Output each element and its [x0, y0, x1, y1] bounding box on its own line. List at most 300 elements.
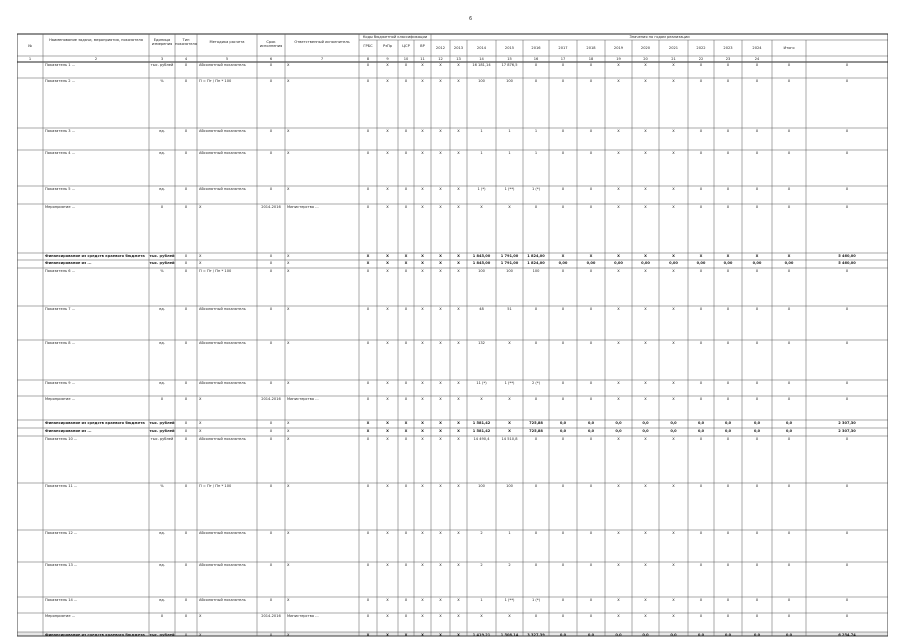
row-value: X [421, 261, 424, 265]
row-period: X [269, 633, 273, 637]
row-value: X [421, 187, 424, 191]
row-total: X [845, 563, 849, 567]
row-value: X [672, 437, 675, 441]
row-total: X [845, 381, 849, 385]
row-value: X [366, 187, 370, 191]
row-value: X [366, 129, 370, 133]
row-value: X [726, 307, 730, 311]
row-value: X [457, 261, 460, 265]
header-method: Методика расчета [209, 40, 245, 44]
row-value: X [386, 63, 389, 67]
row-unit: X [160, 205, 164, 209]
row-value: X [386, 421, 389, 425]
row-value: X [672, 598, 675, 602]
row-value: X [755, 269, 759, 273]
row-value: X [644, 79, 647, 83]
row-value: X [534, 563, 538, 567]
row-value: X [726, 437, 730, 441]
row-type: X [184, 437, 188, 441]
row-value: 1 508,14 [500, 633, 519, 637]
row-value: X [457, 429, 460, 433]
row-value: X [726, 614, 730, 618]
header-index: 9 [386, 57, 389, 61]
row-value: X [561, 254, 565, 258]
row-value: 0,00 [558, 261, 568, 265]
row-value: X [480, 205, 483, 209]
row-value: X [589, 63, 593, 67]
row-value: X [561, 484, 565, 488]
header-year: 2016 [531, 46, 541, 50]
row-type: X [184, 563, 188, 567]
row-value: X [404, 151, 408, 155]
row-value: 0,0 [753, 421, 761, 425]
row-value: 14 490,4 [473, 437, 490, 441]
row-value: 1 581,42 [472, 429, 491, 433]
row-value: X [726, 129, 730, 133]
row-value: X [439, 63, 442, 67]
row-value: X [366, 205, 370, 209]
header-year: 2013 [453, 46, 464, 50]
row-method: X [199, 429, 202, 433]
row-method: X [199, 397, 202, 401]
row-value: 1 [480, 598, 483, 602]
row-value: X [421, 205, 424, 209]
row-executor: X [287, 563, 290, 567]
row-total: X [845, 307, 849, 311]
row-value: X [404, 129, 408, 133]
row-value: X [561, 614, 565, 618]
row-name: Показатель 4 ... [45, 151, 76, 155]
row-value: X [457, 129, 460, 133]
row-value: X [787, 381, 791, 385]
row-value: 0,0 [559, 633, 567, 637]
row-period: X [269, 381, 273, 385]
row-type: X [184, 598, 188, 602]
row-value: X [755, 563, 759, 567]
row-value: 725,88 [529, 421, 543, 425]
row-name: Мероприятие ... [45, 397, 76, 401]
row-value: X [787, 205, 791, 209]
header-year: 2014 [476, 46, 487, 50]
row-value: 0,0 [615, 429, 622, 433]
row-value: X [457, 254, 460, 258]
row-unit: ед. [159, 531, 165, 535]
row-value: 1 [534, 129, 538, 133]
row-value: X [755, 397, 759, 401]
header-exec: Ответственный исполнитель [294, 40, 350, 44]
row-value: X [617, 484, 620, 488]
row-value: X [589, 205, 593, 209]
row-value: X [508, 421, 511, 425]
row-value: X [421, 79, 424, 83]
row-unit: ед. [159, 187, 165, 191]
row-value: 1 791,00 [500, 254, 519, 258]
row-value: X [617, 205, 620, 209]
row-value: X [726, 187, 730, 191]
row-value: X [726, 79, 730, 83]
header-index: 18 [588, 57, 594, 61]
row-unit: тыс. рублей [149, 254, 175, 258]
row-value: X [644, 531, 647, 535]
document-page [17, 0, 888, 640]
row-value: X [457, 437, 460, 441]
row-total: X [845, 397, 849, 401]
row-value: X [366, 614, 370, 618]
row-value: 0,0 [753, 429, 761, 433]
row-value: X [439, 79, 442, 83]
row-value: X [404, 421, 408, 425]
row-value: 2 [480, 563, 483, 567]
header-year: 2024 [752, 46, 762, 50]
row-value: X [617, 563, 620, 567]
row-value: X [589, 531, 593, 535]
row-value: 1 (**) [504, 598, 515, 602]
row-value: X [439, 254, 442, 258]
row-total: X [845, 79, 849, 83]
row-method: X [199, 205, 202, 209]
header-index: 12 [438, 57, 443, 61]
row-value: X [404, 531, 408, 535]
row-value: X [755, 205, 759, 209]
row-value: X [699, 531, 703, 535]
header-year: 2023 [723, 46, 733, 50]
row-value: 0,00 [641, 261, 650, 265]
row-method: П = Пт / Пп * 100 [199, 269, 232, 273]
row-value: X [508, 341, 511, 345]
row-value: X [672, 254, 675, 258]
row-type: X [184, 79, 188, 83]
row-executor: X [287, 531, 290, 535]
row-value: X [787, 437, 791, 441]
row-value: X [386, 187, 389, 191]
row-value: X [439, 187, 442, 191]
row-value: X [617, 129, 620, 133]
header-grbs: ГРБС [363, 44, 373, 48]
row-value: X [787, 254, 791, 258]
row-value: 1 (*) [531, 187, 541, 191]
row-value: 2 [480, 531, 483, 535]
row-value: X [457, 397, 460, 401]
row-unit: ед. [159, 563, 165, 567]
row-executor: X [287, 129, 290, 133]
row-value: 0,0 [642, 429, 649, 433]
row-value: 2 [508, 563, 511, 567]
row-value: 1 (*) [477, 187, 486, 191]
row-value: 0,00 [586, 261, 596, 265]
row-value: 1 419,21 [472, 633, 491, 637]
row-value: 100 [506, 79, 513, 83]
row-value: X [589, 397, 593, 401]
header-index: 15 [507, 57, 512, 61]
row-value: X [617, 269, 620, 273]
header-type: Тип показателя [175, 38, 197, 47]
row-value: 0,0 [697, 633, 705, 637]
row-name: Финансирование из ... [45, 261, 92, 265]
row-value: X [421, 254, 424, 258]
row-value: X [457, 341, 460, 345]
row-total: X [845, 151, 849, 155]
row-value: X [534, 484, 538, 488]
row-period: X [269, 63, 273, 67]
row-method: Абсолютный показатель [199, 307, 246, 311]
row-value: 1 791,00 [500, 261, 519, 265]
row-value: X [561, 79, 565, 83]
row-value: X [726, 563, 730, 567]
row-value: X [672, 614, 675, 618]
row-value: X [589, 254, 593, 258]
row-unit: % [160, 79, 164, 83]
row-type: X [184, 151, 188, 155]
row-value: X [366, 381, 370, 385]
row-value: X [366, 397, 370, 401]
row-period: 2014-2016 [261, 397, 281, 401]
row-value: X [787, 341, 791, 345]
row-value: X [439, 598, 442, 602]
header-period: Срок исполнения [259, 40, 283, 49]
row-value: X [439, 633, 442, 637]
row-value: X [699, 381, 703, 385]
row-value: X [421, 421, 424, 425]
row-value: 51 [507, 307, 512, 311]
row-value: X [699, 269, 703, 273]
row-value: X [787, 531, 791, 535]
row-value: X [421, 307, 424, 311]
row-total: 6 254,74 [838, 633, 856, 637]
header-csr: ЦСР [402, 44, 410, 48]
header-rzpr: РзПр [382, 44, 393, 48]
row-value: X [404, 63, 408, 67]
row-value: X [699, 614, 703, 618]
row-value: 0,0 [724, 429, 732, 433]
row-value: X [366, 531, 370, 535]
header-index: 21 [671, 57, 676, 61]
row-value: X [439, 421, 442, 425]
row-value: X [457, 614, 460, 618]
row-executor: Министерство ... [287, 205, 319, 209]
row-value: X [644, 381, 647, 385]
row-executor: X [287, 307, 290, 311]
row-executor: X [287, 429, 290, 433]
row-method: Абсолютный показатель [199, 437, 246, 441]
row-executor: X [287, 381, 290, 385]
row-value: X [404, 79, 408, 83]
row-value: X [672, 63, 675, 67]
header-index: 2 [94, 57, 98, 61]
row-value: X [457, 381, 460, 385]
row-type: X [184, 341, 188, 345]
row-executor: Министерство ... [287, 614, 319, 618]
row-value: X [534, 63, 538, 67]
row-executor: X [287, 633, 290, 637]
row-period: X [269, 421, 273, 425]
row-value: X [672, 129, 675, 133]
row-type: X [184, 63, 188, 67]
row-type: X [184, 187, 188, 191]
table-grid [17, 0, 888, 640]
row-executor: X [287, 421, 290, 425]
header-no: № [28, 44, 32, 48]
row-unit: % [160, 484, 164, 488]
row-value: X [457, 531, 460, 535]
row-value: X [439, 484, 442, 488]
row-value: 0,00 [696, 261, 706, 265]
row-value: X [386, 254, 389, 258]
row-value: X [787, 397, 791, 401]
row-value: X [439, 397, 442, 401]
row-executor: X [287, 261, 290, 265]
row-value: X [439, 307, 442, 311]
header-index: 24 [754, 57, 760, 61]
row-value: X [439, 437, 442, 441]
row-executor: Министерство ... [287, 397, 319, 401]
row-value: X [386, 151, 389, 155]
row-value: X [589, 187, 593, 191]
row-value: 100 [532, 269, 540, 273]
row-value: 1 (*) [531, 598, 541, 602]
row-value: 1 (**) [504, 187, 515, 191]
row-value: 11 (*) [476, 381, 487, 385]
row-value: X [699, 341, 703, 345]
row-value: X [404, 563, 408, 567]
row-name: Показатель 10 ... [45, 437, 78, 441]
row-value: 0,0 [615, 421, 622, 425]
header-index: 19 [616, 57, 621, 61]
row-value: X [457, 79, 460, 83]
row-total: X [845, 129, 849, 133]
row-value: X [439, 205, 442, 209]
row-value: 16 181,14 [472, 63, 491, 67]
row-value: 1 [480, 129, 483, 133]
row-value: X [404, 254, 408, 258]
header-vr: ВР [420, 44, 425, 48]
row-value: X [699, 484, 703, 488]
row-value: X [404, 187, 408, 191]
row-unit: тыс. рублей [149, 421, 175, 425]
row-value: X [644, 269, 647, 273]
row-value: X [366, 261, 370, 265]
row-value: X [561, 205, 565, 209]
row-value: X [386, 484, 389, 488]
row-value: X [404, 429, 408, 433]
row-value: 0,00 [614, 261, 623, 265]
row-value: 0,00 [784, 261, 794, 265]
row-name: Показатель 2 ... [45, 79, 76, 83]
header-index: 10 [403, 57, 409, 61]
row-value: X [561, 437, 565, 441]
row-value: X [457, 563, 460, 567]
row-value: X [589, 307, 593, 311]
row-value: X [366, 437, 370, 441]
row-value: X [589, 484, 593, 488]
row-value: X [787, 269, 791, 273]
row-value: X [421, 614, 424, 618]
row-value: X [726, 397, 730, 401]
row-method: Абсолютный показатель [199, 598, 246, 602]
row-value: X [755, 598, 759, 602]
row-value: X [672, 381, 675, 385]
row-value: X [421, 437, 424, 441]
row-value: X [787, 151, 791, 155]
row-value: X [457, 633, 460, 637]
row-value: X [644, 63, 647, 67]
row-name: Показатель 3 ... [45, 129, 76, 133]
row-method: Абсолютный показатель [199, 563, 246, 567]
row-total: X [845, 437, 849, 441]
row-value: X [421, 129, 424, 133]
row-period: X [269, 129, 273, 133]
row-value: X [561, 397, 565, 401]
row-value: X [421, 563, 424, 567]
row-value: X [457, 205, 460, 209]
row-type: X [184, 421, 188, 425]
row-value: X [699, 598, 703, 602]
header-year: 2017 [558, 46, 568, 50]
row-name: Показатель 7 ... [45, 307, 76, 311]
row-value: X [699, 187, 703, 191]
header-index: 8 [366, 57, 370, 61]
row-total: X [845, 341, 849, 345]
row-value: 0,0 [670, 429, 677, 433]
row-value: X [726, 63, 730, 67]
row-value: X [755, 79, 759, 83]
row-value: X [726, 269, 730, 273]
row-value: X [421, 151, 424, 155]
row-type: X [184, 484, 188, 488]
row-value: X [404, 261, 408, 265]
row-unit: ед. [159, 381, 165, 385]
row-value: X [672, 151, 675, 155]
row-unit: X [160, 397, 164, 401]
row-value: X [386, 79, 389, 83]
row-value: X [672, 531, 675, 535]
row-name: Показатель 6 ... [45, 269, 76, 273]
row-value: X [386, 205, 389, 209]
row-value: X [699, 205, 703, 209]
row-value: 0,00 [723, 261, 733, 265]
row-value: X [644, 129, 647, 133]
row-value: X [644, 307, 647, 311]
row-value: X [366, 254, 370, 258]
row-value: X [672, 269, 675, 273]
row-value: X [726, 484, 730, 488]
row-period: X [269, 598, 273, 602]
row-executor: X [287, 151, 290, 155]
row-value: X [699, 151, 703, 155]
row-period: X [269, 429, 273, 433]
row-value: X [644, 598, 647, 602]
row-value: X [726, 598, 730, 602]
row-method: П = Пт / Пп * 100 [199, 79, 232, 83]
row-value: X [386, 261, 389, 265]
row-method: Абсолютный показатель [199, 187, 246, 191]
row-type: X [184, 429, 188, 433]
row-value: 100 [506, 269, 513, 273]
row-value: X [366, 307, 370, 311]
row-total: X [845, 598, 849, 602]
row-value: X [589, 129, 593, 133]
row-value: X [755, 307, 759, 311]
row-executor: X [287, 187, 290, 191]
row-value: X [421, 269, 424, 273]
row-value: X [589, 269, 593, 273]
row-value: X [404, 614, 408, 618]
row-value: X [589, 614, 593, 618]
row-value: X [787, 598, 791, 602]
row-value: X [644, 341, 647, 345]
row-value: 0,0 [724, 633, 732, 637]
row-value: X [366, 429, 370, 433]
row-value: X [755, 151, 759, 155]
